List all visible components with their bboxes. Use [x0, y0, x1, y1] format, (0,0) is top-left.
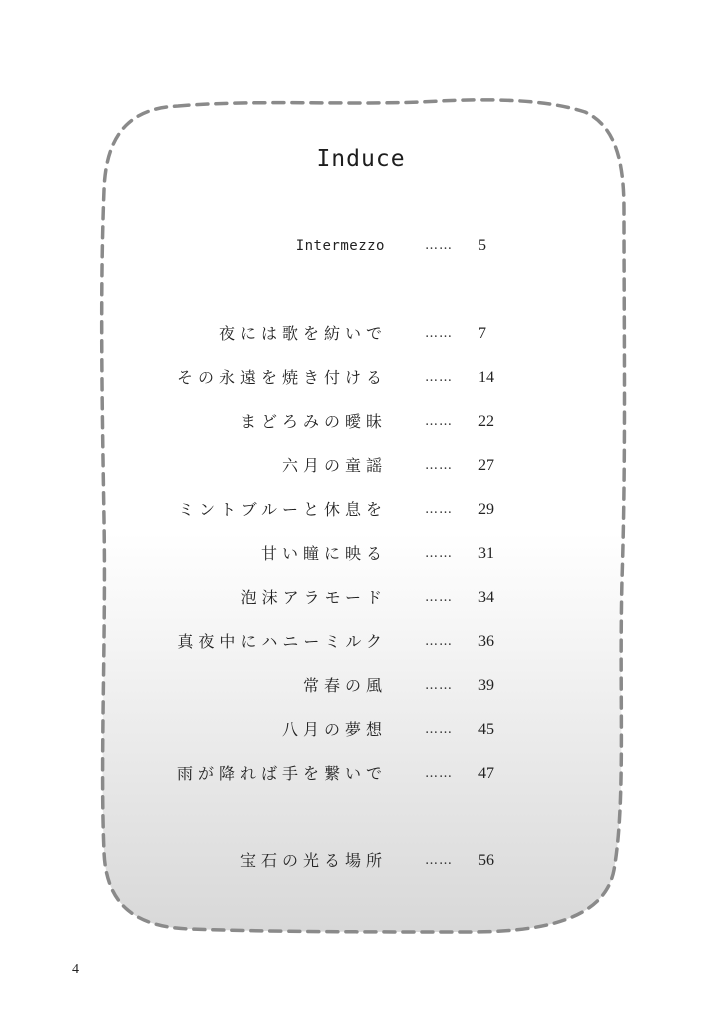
- toc-entry-page: 39: [478, 677, 494, 694]
- leader-dots: ……: [425, 370, 453, 385]
- toc-entry-title: ミントブルーと休息を: [178, 500, 387, 519]
- leader-dots: ……: [425, 326, 453, 341]
- toc-entry-page: 27: [478, 457, 494, 474]
- toc-entry-page: 14: [478, 369, 494, 386]
- toc-entry-page: 47: [478, 765, 494, 782]
- leader-dots: ……: [425, 502, 453, 517]
- leader-dots: ……: [425, 722, 453, 737]
- leader-dots: ……: [425, 414, 453, 429]
- leader-dots: ……: [425, 634, 453, 649]
- toc-entry-title: まどろみの曖昧: [239, 412, 387, 431]
- toc-entry-page: 56: [478, 852, 494, 869]
- page-number: 4: [72, 962, 79, 977]
- toc-entry-title: 泡沫アラモード: [240, 588, 387, 607]
- toc-entry-page: 31: [478, 545, 494, 562]
- toc-entry-page: 36: [478, 633, 494, 650]
- toc-entry-title: 常春の風: [302, 676, 387, 695]
- leader-dots: ……: [425, 853, 453, 868]
- toc-entry[interactable]: [0, 454, 722, 478]
- leader-dots: ……: [425, 678, 453, 693]
- toc-entry-title: 真夜中にハニーミルク: [177, 632, 387, 651]
- toc-entry-title: 六月の童謡: [281, 456, 387, 475]
- toc-entry[interactable]: [0, 586, 722, 610]
- toc-entry-page: 45: [478, 721, 494, 738]
- toc-entry-title: 夜には歌を紡いで: [218, 324, 387, 343]
- toc-entry[interactable]: [0, 322, 722, 346]
- toc-entry-title: 八月の夢想: [281, 720, 387, 739]
- leader-dots: ……: [425, 590, 453, 605]
- toc-entry-page: 34: [478, 589, 494, 606]
- toc-entry-page: 7: [478, 325, 486, 342]
- leader-dots: ……: [425, 458, 453, 473]
- toc-entry-title: 雨が降れば手を繋いで: [176, 764, 387, 783]
- leader-dots: ……: [425, 766, 453, 781]
- toc-title: Induce: [316, 146, 406, 172]
- toc-entry[interactable]: [0, 630, 722, 654]
- toc-entry[interactable]: [0, 849, 722, 873]
- toc-entry[interactable]: [0, 410, 722, 434]
- toc-entry-page: 22: [478, 413, 494, 430]
- toc-entry-page: 29: [478, 501, 494, 518]
- toc-entry[interactable]: [0, 718, 722, 742]
- toc-entry-page: 5: [478, 237, 486, 254]
- toc-entry-title: 甘い瞳に映る: [260, 544, 387, 563]
- leader-dots: ……: [425, 238, 453, 253]
- toc-entry-title: Intermezzo: [295, 238, 385, 254]
- toc-entry[interactable]: [0, 674, 722, 698]
- toc-entry[interactable]: [0, 498, 722, 522]
- toc-entry[interactable]: [0, 234, 722, 258]
- leader-dots: ……: [425, 546, 453, 561]
- toc-entry[interactable]: [0, 366, 722, 390]
- toc-entry[interactable]: [0, 762, 722, 786]
- toc-entry-title: 宝石の光る場所: [239, 851, 387, 870]
- toc-entry-title: その永遠を焼き付ける: [176, 368, 387, 387]
- toc-entry[interactable]: [0, 542, 722, 566]
